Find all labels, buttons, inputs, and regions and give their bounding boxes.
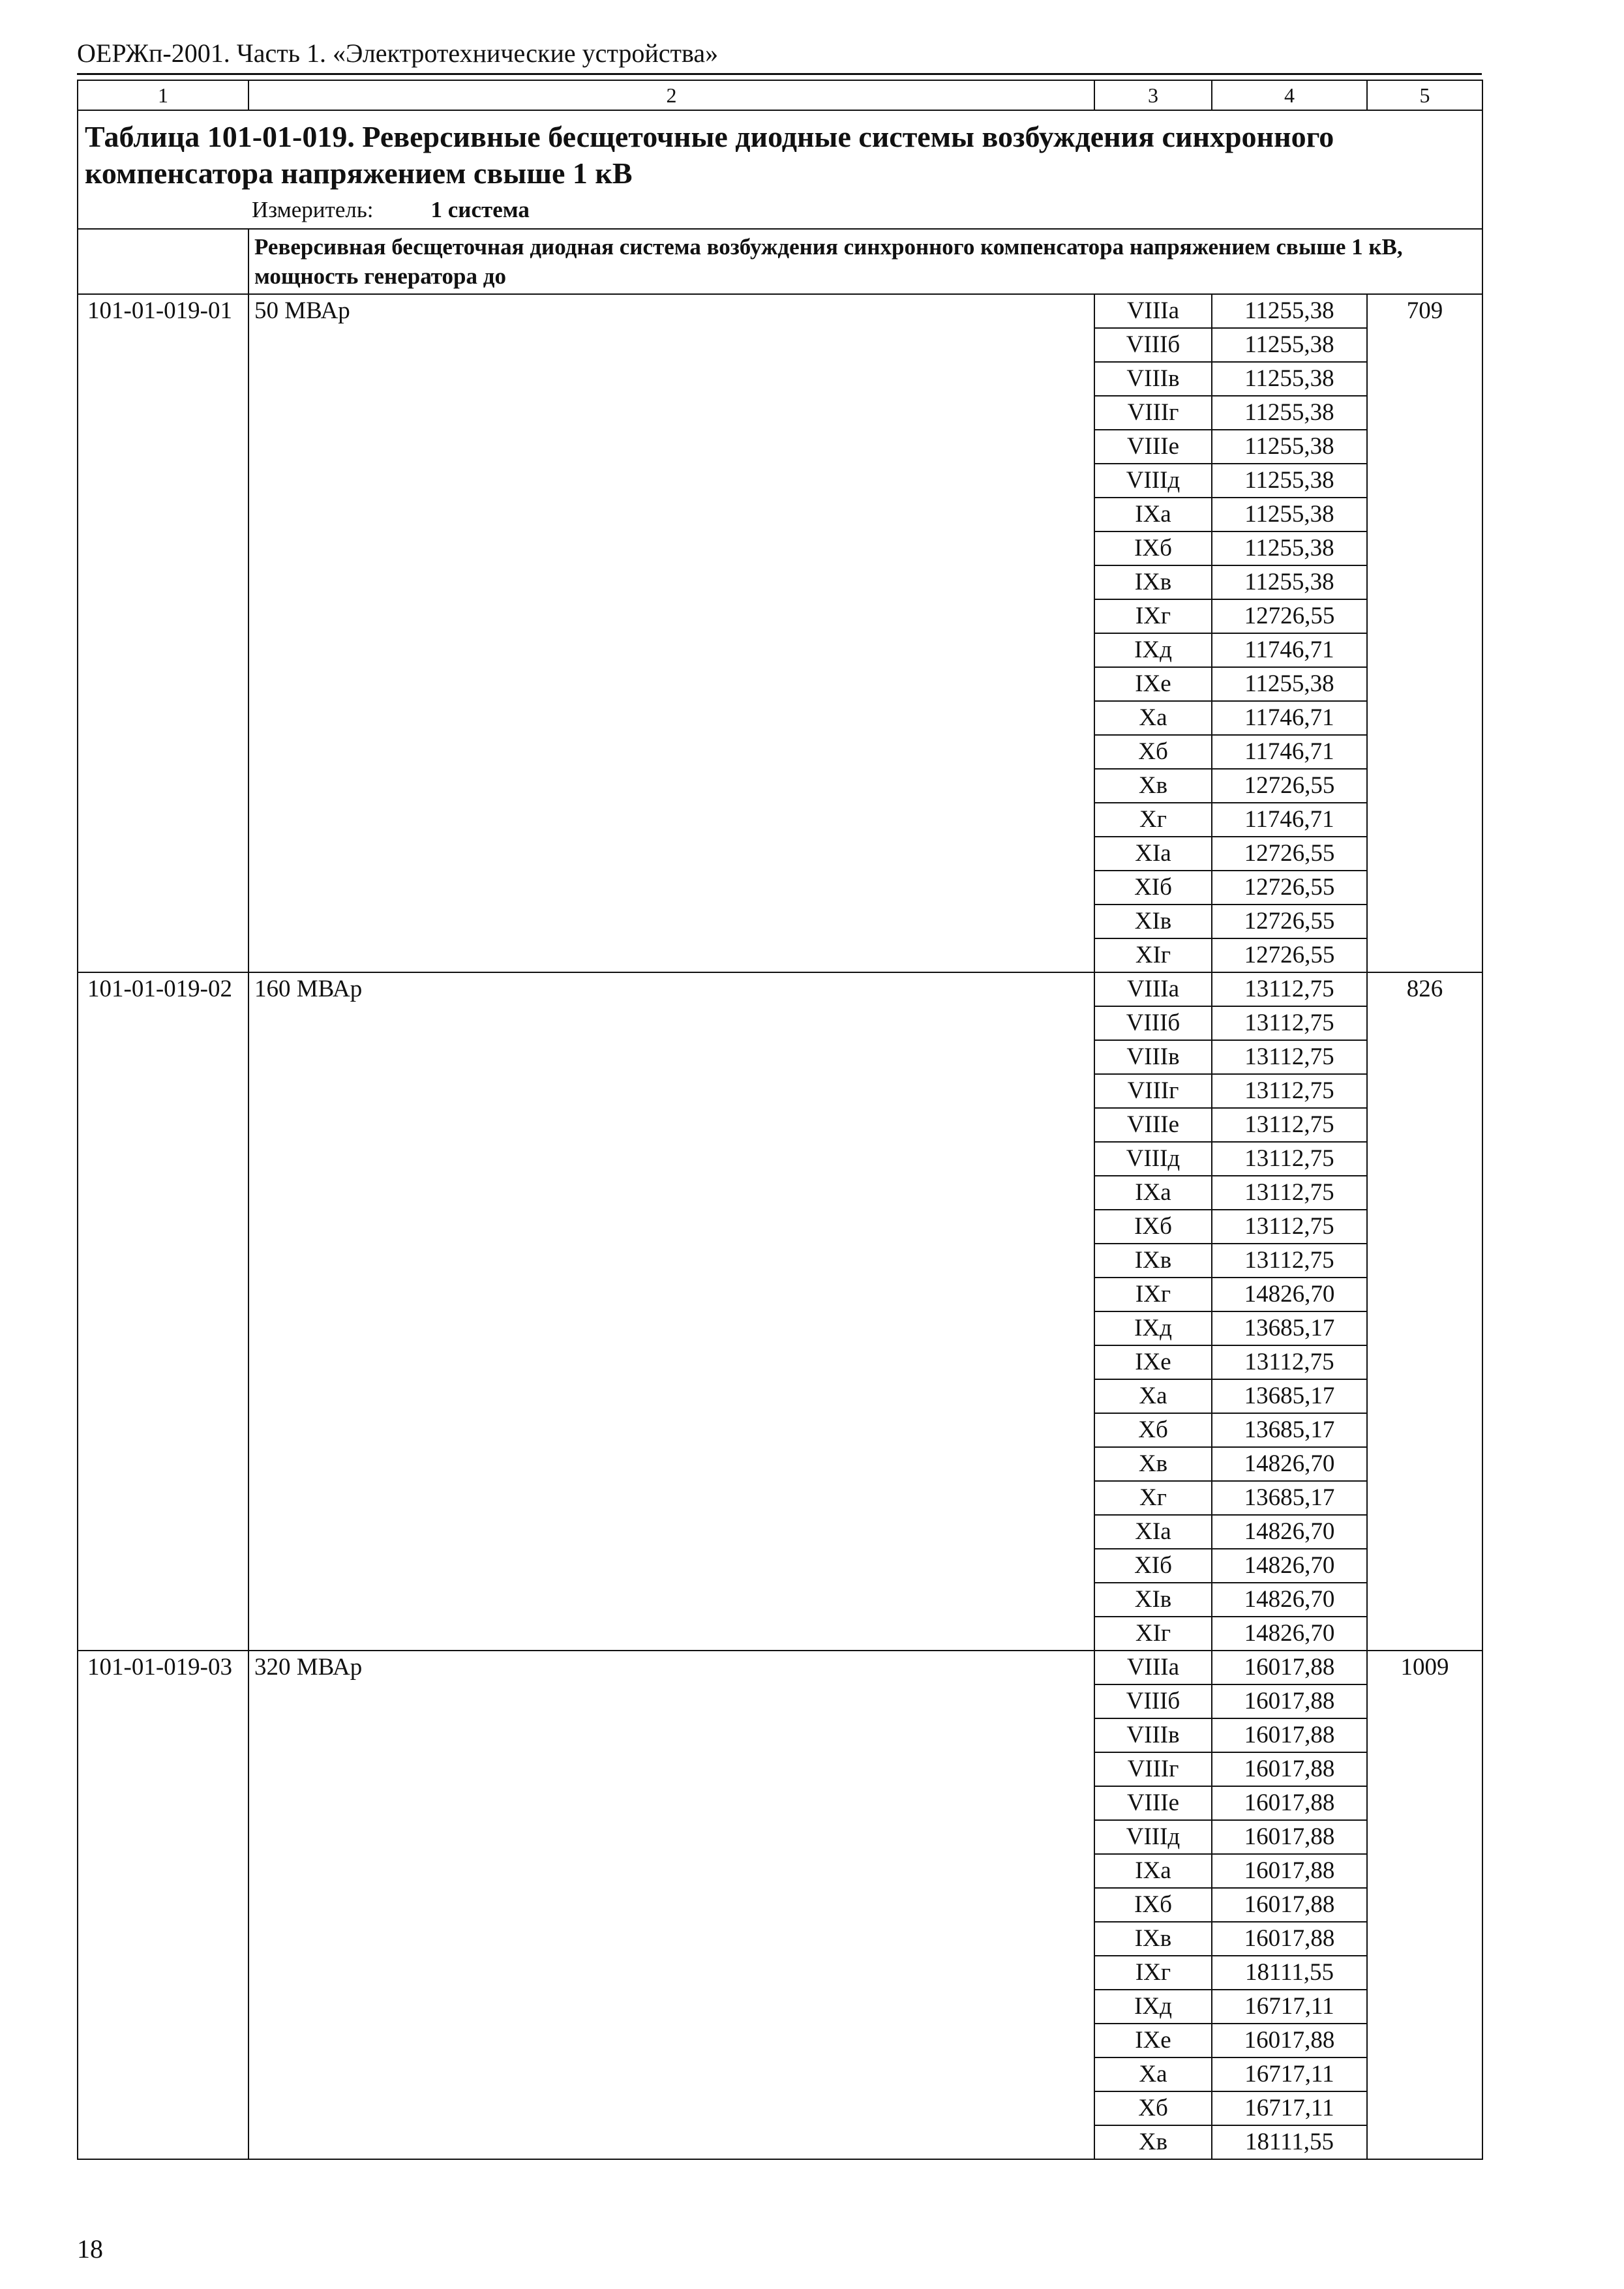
price-value: 11255,38 — [1212, 362, 1367, 396]
column-number: 2 — [248, 80, 1094, 110]
price-value: 11255,38 — [1212, 328, 1367, 362]
zone-category: VIIIа — [1094, 1651, 1212, 1684]
table-row — [78, 1651, 1482, 1684]
zone-category: Xв — [1094, 769, 1212, 803]
zone-category: IXе — [1094, 1345, 1212, 1379]
zone-category: IXе — [1094, 667, 1212, 701]
price-value: 16717,11 — [1212, 2091, 1367, 2125]
page-number: 18 — [77, 2234, 103, 2264]
price-value: 12726,55 — [1212, 905, 1367, 938]
price-value: 16017,88 — [1212, 1718, 1367, 1752]
zone-category: Xа — [1094, 2057, 1212, 2091]
measure-line — [252, 196, 1475, 224]
zone-category: VIIIг — [1094, 1752, 1212, 1786]
zone-category: XIг — [1094, 1617, 1212, 1651]
price-value: 16717,11 — [1212, 2057, 1367, 2091]
column-number: 5 — [1367, 80, 1482, 110]
price-value: 11746,71 — [1212, 701, 1367, 735]
price-value: 12726,55 — [1212, 769, 1367, 803]
table-row — [78, 294, 1482, 328]
price-value: 12726,55 — [1212, 871, 1367, 905]
section-heading-row — [78, 229, 1482, 294]
measure-label: Измеритель: — [252, 197, 374, 222]
running-header: ОЕРЖп-2001. Часть 1. «Электротехнические устройства» — [77, 38, 719, 68]
item-code: 101-01-019-01 — [78, 294, 248, 972]
zone-category: IXд — [1094, 633, 1212, 667]
zone-category: IXб — [1094, 531, 1212, 565]
price-value: 13112,75 — [1212, 972, 1367, 1006]
zone-category: XIб — [1094, 871, 1212, 905]
price-value: 11255,38 — [1212, 396, 1367, 430]
zone-category: Xа — [1094, 701, 1212, 735]
zone-category: Xб — [1094, 1413, 1212, 1447]
price-value: 14826,70 — [1212, 1447, 1367, 1481]
zone-category: XIб — [1094, 1549, 1212, 1583]
price-value: 14826,70 — [1212, 1515, 1367, 1549]
price-value: 16717,11 — [1212, 1990, 1367, 2024]
zone-category: Xг — [1094, 1481, 1212, 1515]
price-table — [77, 80, 1483, 2160]
price-value: 16017,88 — [1212, 1651, 1367, 1684]
zone-category: VIIIд — [1094, 464, 1212, 498]
table-title: Таблица 101-01-019. Реверсивные бесщеточные диодные системы возбуждения синхронного компенсатора напряжением свыше 1 кВ — [85, 120, 1334, 190]
zone-category: IXг — [1094, 1278, 1212, 1311]
zone-category: IXв — [1094, 1244, 1212, 1278]
header-rule — [77, 73, 1482, 75]
zone-category: VIIIв — [1094, 1040, 1212, 1074]
price-value: 13685,17 — [1212, 1481, 1367, 1515]
zone-category: IXб — [1094, 1210, 1212, 1244]
zone-category: XIг — [1094, 938, 1212, 972]
zone-category: IXг — [1094, 599, 1212, 633]
section-heading-spacer — [78, 229, 248, 294]
price-value: 11255,38 — [1212, 667, 1367, 701]
zone-category: VIIIд — [1094, 1820, 1212, 1854]
item-code: 101-01-019-03 — [78, 1651, 248, 2159]
column-number: 3 — [1094, 80, 1212, 110]
zone-category: XIв — [1094, 1583, 1212, 1617]
zone-category: Xб — [1094, 735, 1212, 769]
zone-category: Xв — [1094, 1447, 1212, 1481]
price-value: 16017,88 — [1212, 1854, 1367, 1888]
zone-category: Xв — [1094, 2125, 1212, 2159]
measure-value: 1 система — [430, 197, 530, 222]
zone-category: VIIIе — [1094, 1786, 1212, 1820]
price-value: 13112,75 — [1212, 1345, 1367, 1379]
price-value: 14826,70 — [1212, 1617, 1367, 1651]
price-value: 13112,75 — [1212, 1244, 1367, 1278]
price-value: 12726,55 — [1212, 837, 1367, 871]
column-number: 1 — [78, 80, 248, 110]
price-value: 11255,38 — [1212, 430, 1367, 464]
zone-category: Xг — [1094, 803, 1212, 837]
column5-value: 709 — [1367, 294, 1482, 972]
zone-category: IXа — [1094, 1854, 1212, 1888]
price-value: 16017,88 — [1212, 1752, 1367, 1786]
zone-category: IXд — [1094, 1311, 1212, 1345]
zone-category: VIIIд — [1094, 1142, 1212, 1176]
price-value: 14826,70 — [1212, 1583, 1367, 1617]
zone-category: IXд — [1094, 1990, 1212, 2024]
price-table-sheet — [77, 80, 1482, 2160]
price-value: 16017,88 — [1212, 1786, 1367, 1820]
price-value: 16017,88 — [1212, 1684, 1367, 1718]
price-value: 11255,38 — [1212, 498, 1367, 531]
zone-category: XIв — [1094, 905, 1212, 938]
price-value: 11255,38 — [1212, 464, 1367, 498]
zone-category: VIIIг — [1094, 396, 1212, 430]
zone-category: VIIIе — [1094, 1108, 1212, 1142]
table-title-cell — [78, 110, 1482, 229]
price-value: 11255,38 — [1212, 294, 1367, 328]
price-value: 13112,75 — [1212, 1040, 1367, 1074]
zone-category: VIIIб — [1094, 1006, 1212, 1040]
price-value: 16017,88 — [1212, 2024, 1367, 2057]
column5-value: 826 — [1367, 972, 1482, 1651]
zone-category: XIа — [1094, 1515, 1212, 1549]
price-value: 13112,75 — [1212, 1108, 1367, 1142]
price-value: 14826,70 — [1212, 1278, 1367, 1311]
table-row — [78, 972, 1482, 1006]
price-value: 16017,88 — [1212, 1820, 1367, 1854]
item-code: 101-01-019-02 — [78, 972, 248, 1651]
item-description: 160 МВАр — [248, 972, 1094, 1651]
column5-value: 1009 — [1367, 1651, 1482, 2159]
zone-category: VIIIг — [1094, 1074, 1212, 1108]
zone-category: VIIIа — [1094, 294, 1212, 328]
column-number: 4 — [1212, 80, 1367, 110]
item-description: 320 МВАр — [248, 1651, 1094, 2159]
table-title-row — [78, 110, 1482, 229]
zone-category: Xб — [1094, 2091, 1212, 2125]
zone-category: IXе — [1094, 2024, 1212, 2057]
price-value: 18111,55 — [1212, 2125, 1367, 2159]
zone-category: IXа — [1094, 1176, 1212, 1210]
section-heading: Реверсивная бесщеточная диодная система возбуждения синхронного компенсатора напряжением свыше 1 кВ, мощность генератора до — [248, 229, 1482, 294]
price-value: 18111,55 — [1212, 1956, 1367, 1990]
price-value: 13685,17 — [1212, 1379, 1367, 1413]
zone-category: VIIIб — [1094, 328, 1212, 362]
price-value: 13685,17 — [1212, 1413, 1367, 1447]
price-value: 13112,75 — [1212, 1176, 1367, 1210]
zone-category: Xа — [1094, 1379, 1212, 1413]
price-value: 11746,71 — [1212, 803, 1367, 837]
zone-category: IXв — [1094, 565, 1212, 599]
price-value: 11255,38 — [1212, 531, 1367, 565]
zone-category: IXб — [1094, 1888, 1212, 1922]
zone-category: VIIIб — [1094, 1684, 1212, 1718]
zone-category: XIа — [1094, 837, 1212, 871]
price-value: 12726,55 — [1212, 599, 1367, 633]
zone-category: VIIIв — [1094, 1718, 1212, 1752]
item-description: 50 МВАр — [248, 294, 1094, 972]
price-value: 11746,71 — [1212, 735, 1367, 769]
zone-category: IXг — [1094, 1956, 1212, 1990]
column-number-row — [78, 80, 1482, 110]
zone-category: IXв — [1094, 1922, 1212, 1956]
price-value: 14826,70 — [1212, 1549, 1367, 1583]
price-value: 13685,17 — [1212, 1311, 1367, 1345]
price-value: 11746,71 — [1212, 633, 1367, 667]
price-value: 13112,75 — [1212, 1006, 1367, 1040]
price-value: 11255,38 — [1212, 565, 1367, 599]
price-value: 16017,88 — [1212, 1922, 1367, 1956]
zone-category: VIIIе — [1094, 430, 1212, 464]
price-value: 13112,75 — [1212, 1074, 1367, 1108]
zone-category: VIIIв — [1094, 362, 1212, 396]
price-value: 16017,88 — [1212, 1888, 1367, 1922]
zone-category: IXа — [1094, 498, 1212, 531]
price-value: 13112,75 — [1212, 1210, 1367, 1244]
zone-category: VIIIа — [1094, 972, 1212, 1006]
price-value: 13112,75 — [1212, 1142, 1367, 1176]
price-value: 12726,55 — [1212, 938, 1367, 972]
